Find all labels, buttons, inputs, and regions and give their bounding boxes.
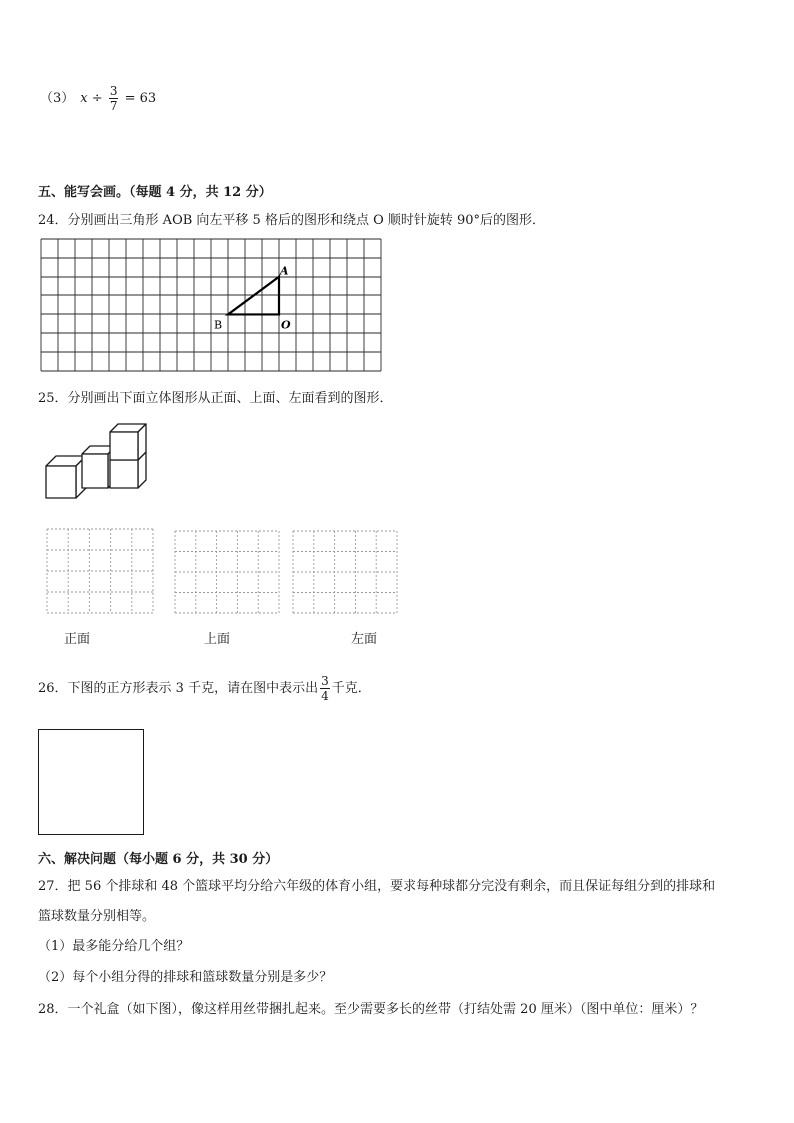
equation-3 [40, 82, 156, 116]
section-5-heading: 五、能写会画。（每题 4 分，共 12 分） [38, 185, 272, 200]
q24-label-o: O [281, 318, 291, 332]
equation-rhs: = 63 [124, 91, 157, 106]
question-27-sub1: （1）最多能分给几个组？ [38, 939, 190, 954]
section-6-heading: 六、解决问题（每小题 6 分，共 30 分） [38, 852, 279, 867]
question-26-text [38, 670, 371, 708]
q25-cube-figure [40, 418, 160, 502]
triangle-aob-shape [228, 277, 279, 315]
q24-label-b: B [214, 318, 223, 332]
q26-fraction-numerator: 3 [321, 674, 329, 688]
question-24-text: 24．分别画出三角形 AOB 向左平移 5 格后的图形和绕点 O 顺时针旋转 90°后的图形． [38, 213, 546, 228]
q25-view-grid-front [46, 528, 156, 616]
q26-text-before: 26．下图的正方形表示 3 千克，请在图中表示出 [38, 681, 319, 696]
cube-right-top-front [110, 432, 138, 460]
question-27-line1: 27．把 56 个排球和 48 个篮球平均分给六年级的体育小组，要求每种球都分完没有剩余，而且保证每组分到的排球和 [38, 879, 716, 894]
q26-fraction [320, 675, 330, 702]
q24-grid [41, 239, 381, 371]
q25-view-label-front: 正面 [64, 632, 91, 647]
equation-label: （3） [40, 91, 75, 106]
cube-mid-front [82, 454, 108, 488]
question-27-sub2: （2）每个小组分得的排球和篮球数量分别是多少？ [38, 970, 333, 985]
equation-fraction [109, 85, 119, 112]
q26-fraction-denominator: 4 [321, 689, 329, 703]
q25-view-label-top: 上面 [204, 632, 231, 647]
equation-variable: x [80, 91, 88, 106]
cube-left-front [46, 466, 76, 498]
q24-triangle-aob [228, 277, 279, 315]
q25-view-label-left: 左面 [351, 632, 378, 647]
q24-label-a: A [280, 264, 289, 278]
question-25-text: 25．分别画出下面立体图形从正面、上面、左面看到的图形． [38, 391, 393, 406]
q26-text-after: 千克． [331, 681, 371, 696]
q24-grid-figure [40, 238, 382, 372]
question-27-line2: 篮球数量分别相等。 [38, 909, 156, 924]
fraction-numerator: 3 [109, 84, 118, 98]
fraction-denominator: 7 [109, 99, 118, 113]
cube-right-bottom-front [110, 460, 138, 488]
q25-view-grid-top [174, 530, 282, 616]
question-28-text: 28．一个礼盒（如下图），像这样用丝带捆扎起来。至少需要多长的丝带（打结处需 20 厘米）（图中单位：厘米）？ [38, 1002, 704, 1017]
q26-square [38, 729, 144, 835]
q25-view-grid-left [292, 530, 400, 616]
equation-operator: ÷ [91, 91, 103, 106]
